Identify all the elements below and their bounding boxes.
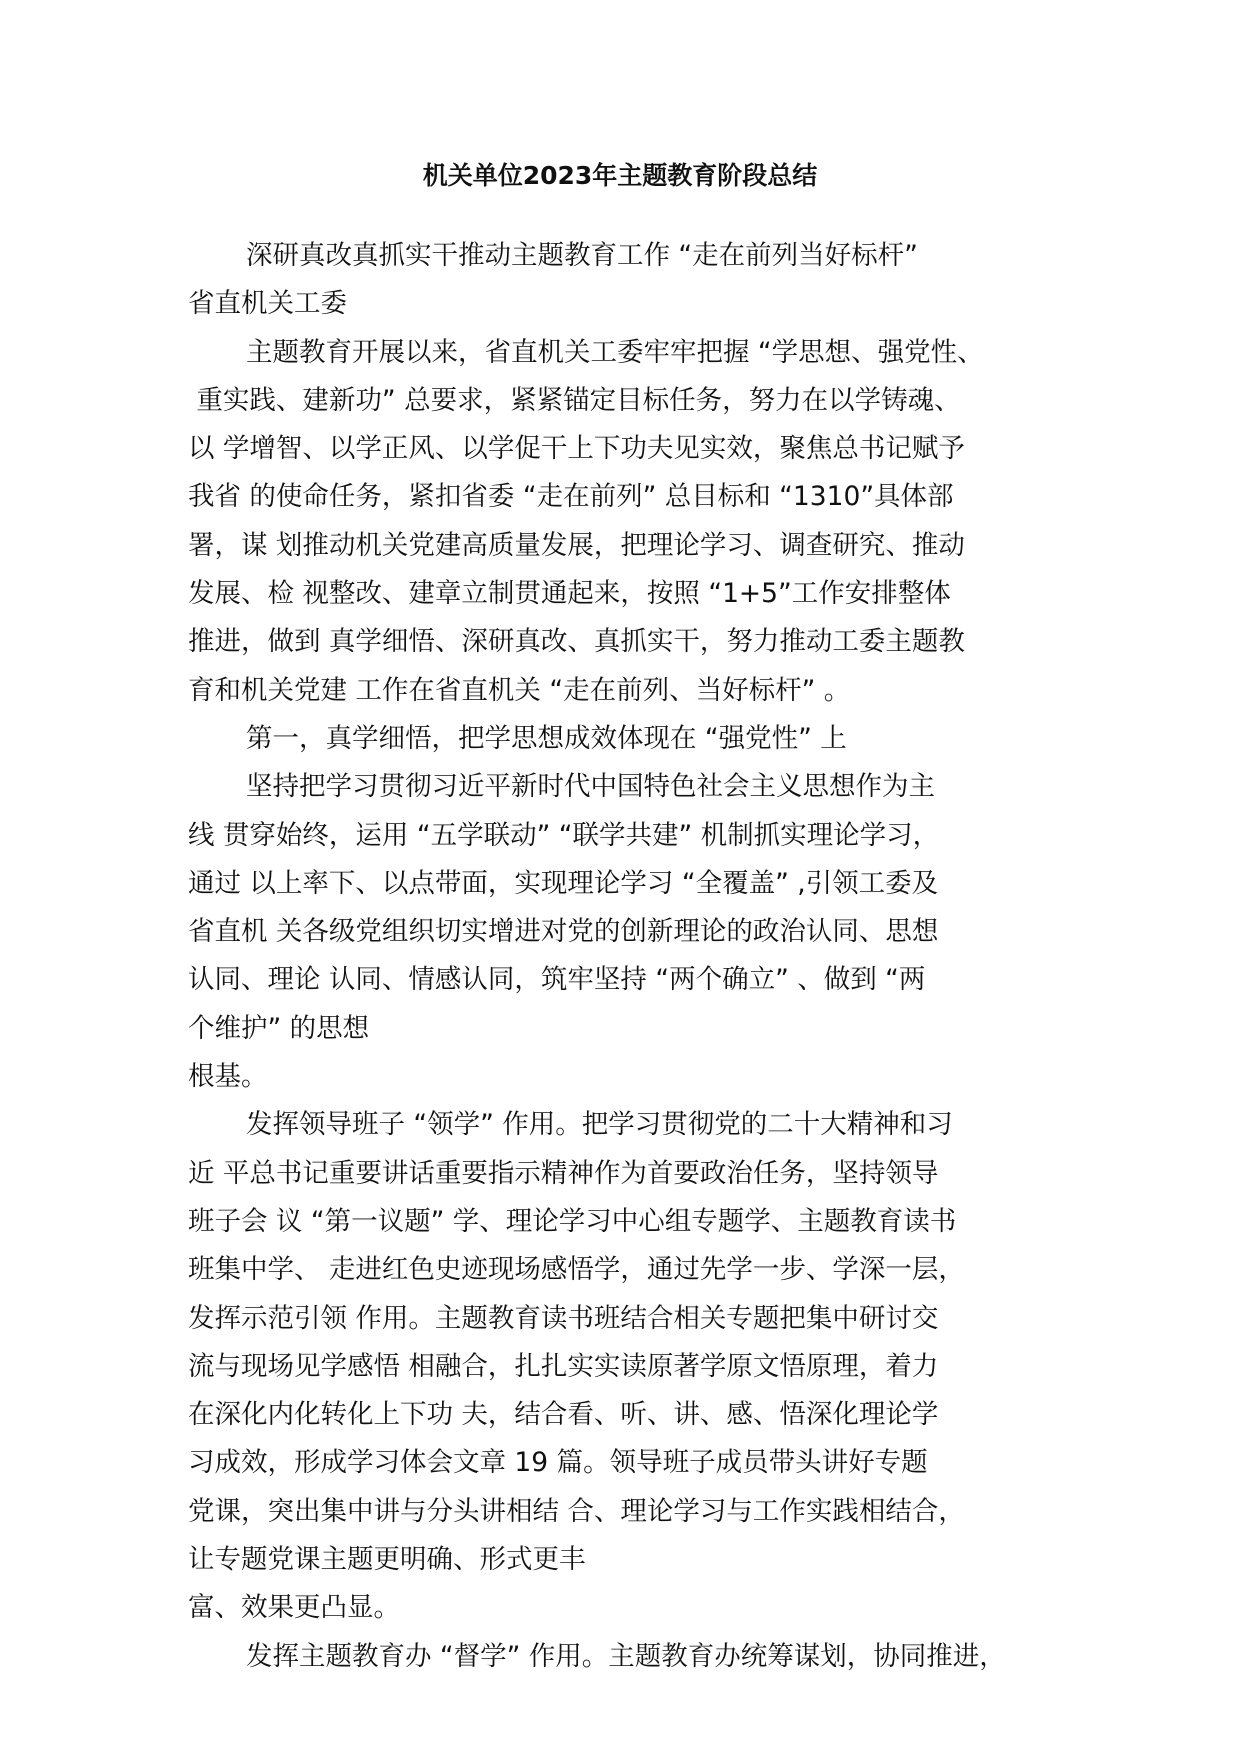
text-line: 通过 以上率下、以点带面，实现理论学习 “全覆盖” ,引领工委及 bbox=[188, 867, 939, 899]
text-line: 推进，做到 真学细悟、深研真改、真抓实干，努力推动工委主题教 bbox=[188, 626, 965, 658]
text-line: 第一，真学细悟，把学思想成效体现在 “强党性” 上 bbox=[246, 722, 847, 754]
text-line: 发挥领导班子 “领学” 作用。把学习贯彻党的二十大精神和习 bbox=[246, 1109, 953, 1141]
text-line: 习成效，形成学习体会文章 19 篇。领导班子成员带头讲好专题 bbox=[188, 1447, 928, 1479]
text-line: 富、效果更凸显。 bbox=[188, 1592, 400, 1624]
text-line: 发挥主题教育办 “督学” 作用。主题教育办统筹谋划，协同推进， bbox=[246, 1640, 1006, 1672]
text-line: 重实践、建新功” 总要求，紧紧锚定目标任务，努力在以学铸魂、 bbox=[188, 384, 961, 416]
text-line: 班集中学、 走进红色史迹现场感悟学，通过先学一步、学深一层， bbox=[188, 1254, 965, 1286]
text-line: 根基。 bbox=[188, 1061, 268, 1093]
text-line: 发挥示范引领 作用。主题教育读书班结合相关专题把集中研讨交 bbox=[188, 1302, 939, 1334]
text-line: 以 学增智、以学正风、以学促干上下功夫见实效，聚焦总书记赋予 bbox=[188, 433, 965, 465]
text-line: 主题教育开展以来，省直机关工委牢牢把握 “学思想、强党性、 bbox=[246, 336, 984, 368]
text-line: 深研真改真抓实干推动主题教育工作 “走在前列当好标杆” bbox=[246, 240, 918, 271]
text-line: 线 贯穿始终，运用 “五学联动” “联学共建” 机制抓实理论学习， bbox=[188, 819, 940, 851]
text-line: 认同、理论 认同、情感认同，筑牢坚持 “两个确立” 、做到 “两 bbox=[188, 964, 926, 996]
document-title: 机关单位2023年主题教育阶段总结 bbox=[422, 161, 818, 190]
document-body bbox=[188, 232, 1068, 1681]
text-line: 坚持把学习贯彻习近平新时代中国特色社会主义思想作为主 bbox=[246, 771, 935, 803]
text-line: 署，谋 划推动机关党建高质量发展，把理论学习、调查研究、推动 bbox=[188, 529, 965, 561]
text-line: 个维护” 的思想 bbox=[188, 1012, 370, 1044]
text-line: 在深化内化转化上下功 夫，结合看、听、讲、感、悟深化理论学 bbox=[188, 1399, 939, 1431]
text-line: 发展、检 视整改、建章立制贯通起来，按照 “1+5”工作安排整体 bbox=[188, 578, 951, 610]
text-line: 让专题党课主题更明确、形式更丰 bbox=[188, 1544, 586, 1576]
text-line: 省直机 关各级党组织切实增进对党的创新理论的政治认同、思想 bbox=[188, 916, 939, 948]
text-line: 班子会 议 “第一议题” 学、理论学习中心组专题学、主题教育读书 bbox=[188, 1205, 957, 1237]
text-line: 省直机关工委 bbox=[188, 288, 347, 320]
text-line: 育和机关党建 工作在省直机关 “走在前列、当好标杆” 。 bbox=[188, 674, 851, 706]
text-line: 近 平总书记重要讲话重要指示精神作为首要政治任务，坚持领导 bbox=[188, 1157, 939, 1189]
text-line: 党课，突出集中讲与分头讲相结 合、理论学习与工作实践相结合， bbox=[188, 1495, 965, 1527]
text-line: 我省 的使命任务，紧扣省委 “走在前列” 总目标和 “1310”具体部 bbox=[188, 481, 954, 513]
text-line: 流与现场见学感悟 相融合，扎扎实实读原著学原文悟原理，着力 bbox=[188, 1350, 939, 1382]
